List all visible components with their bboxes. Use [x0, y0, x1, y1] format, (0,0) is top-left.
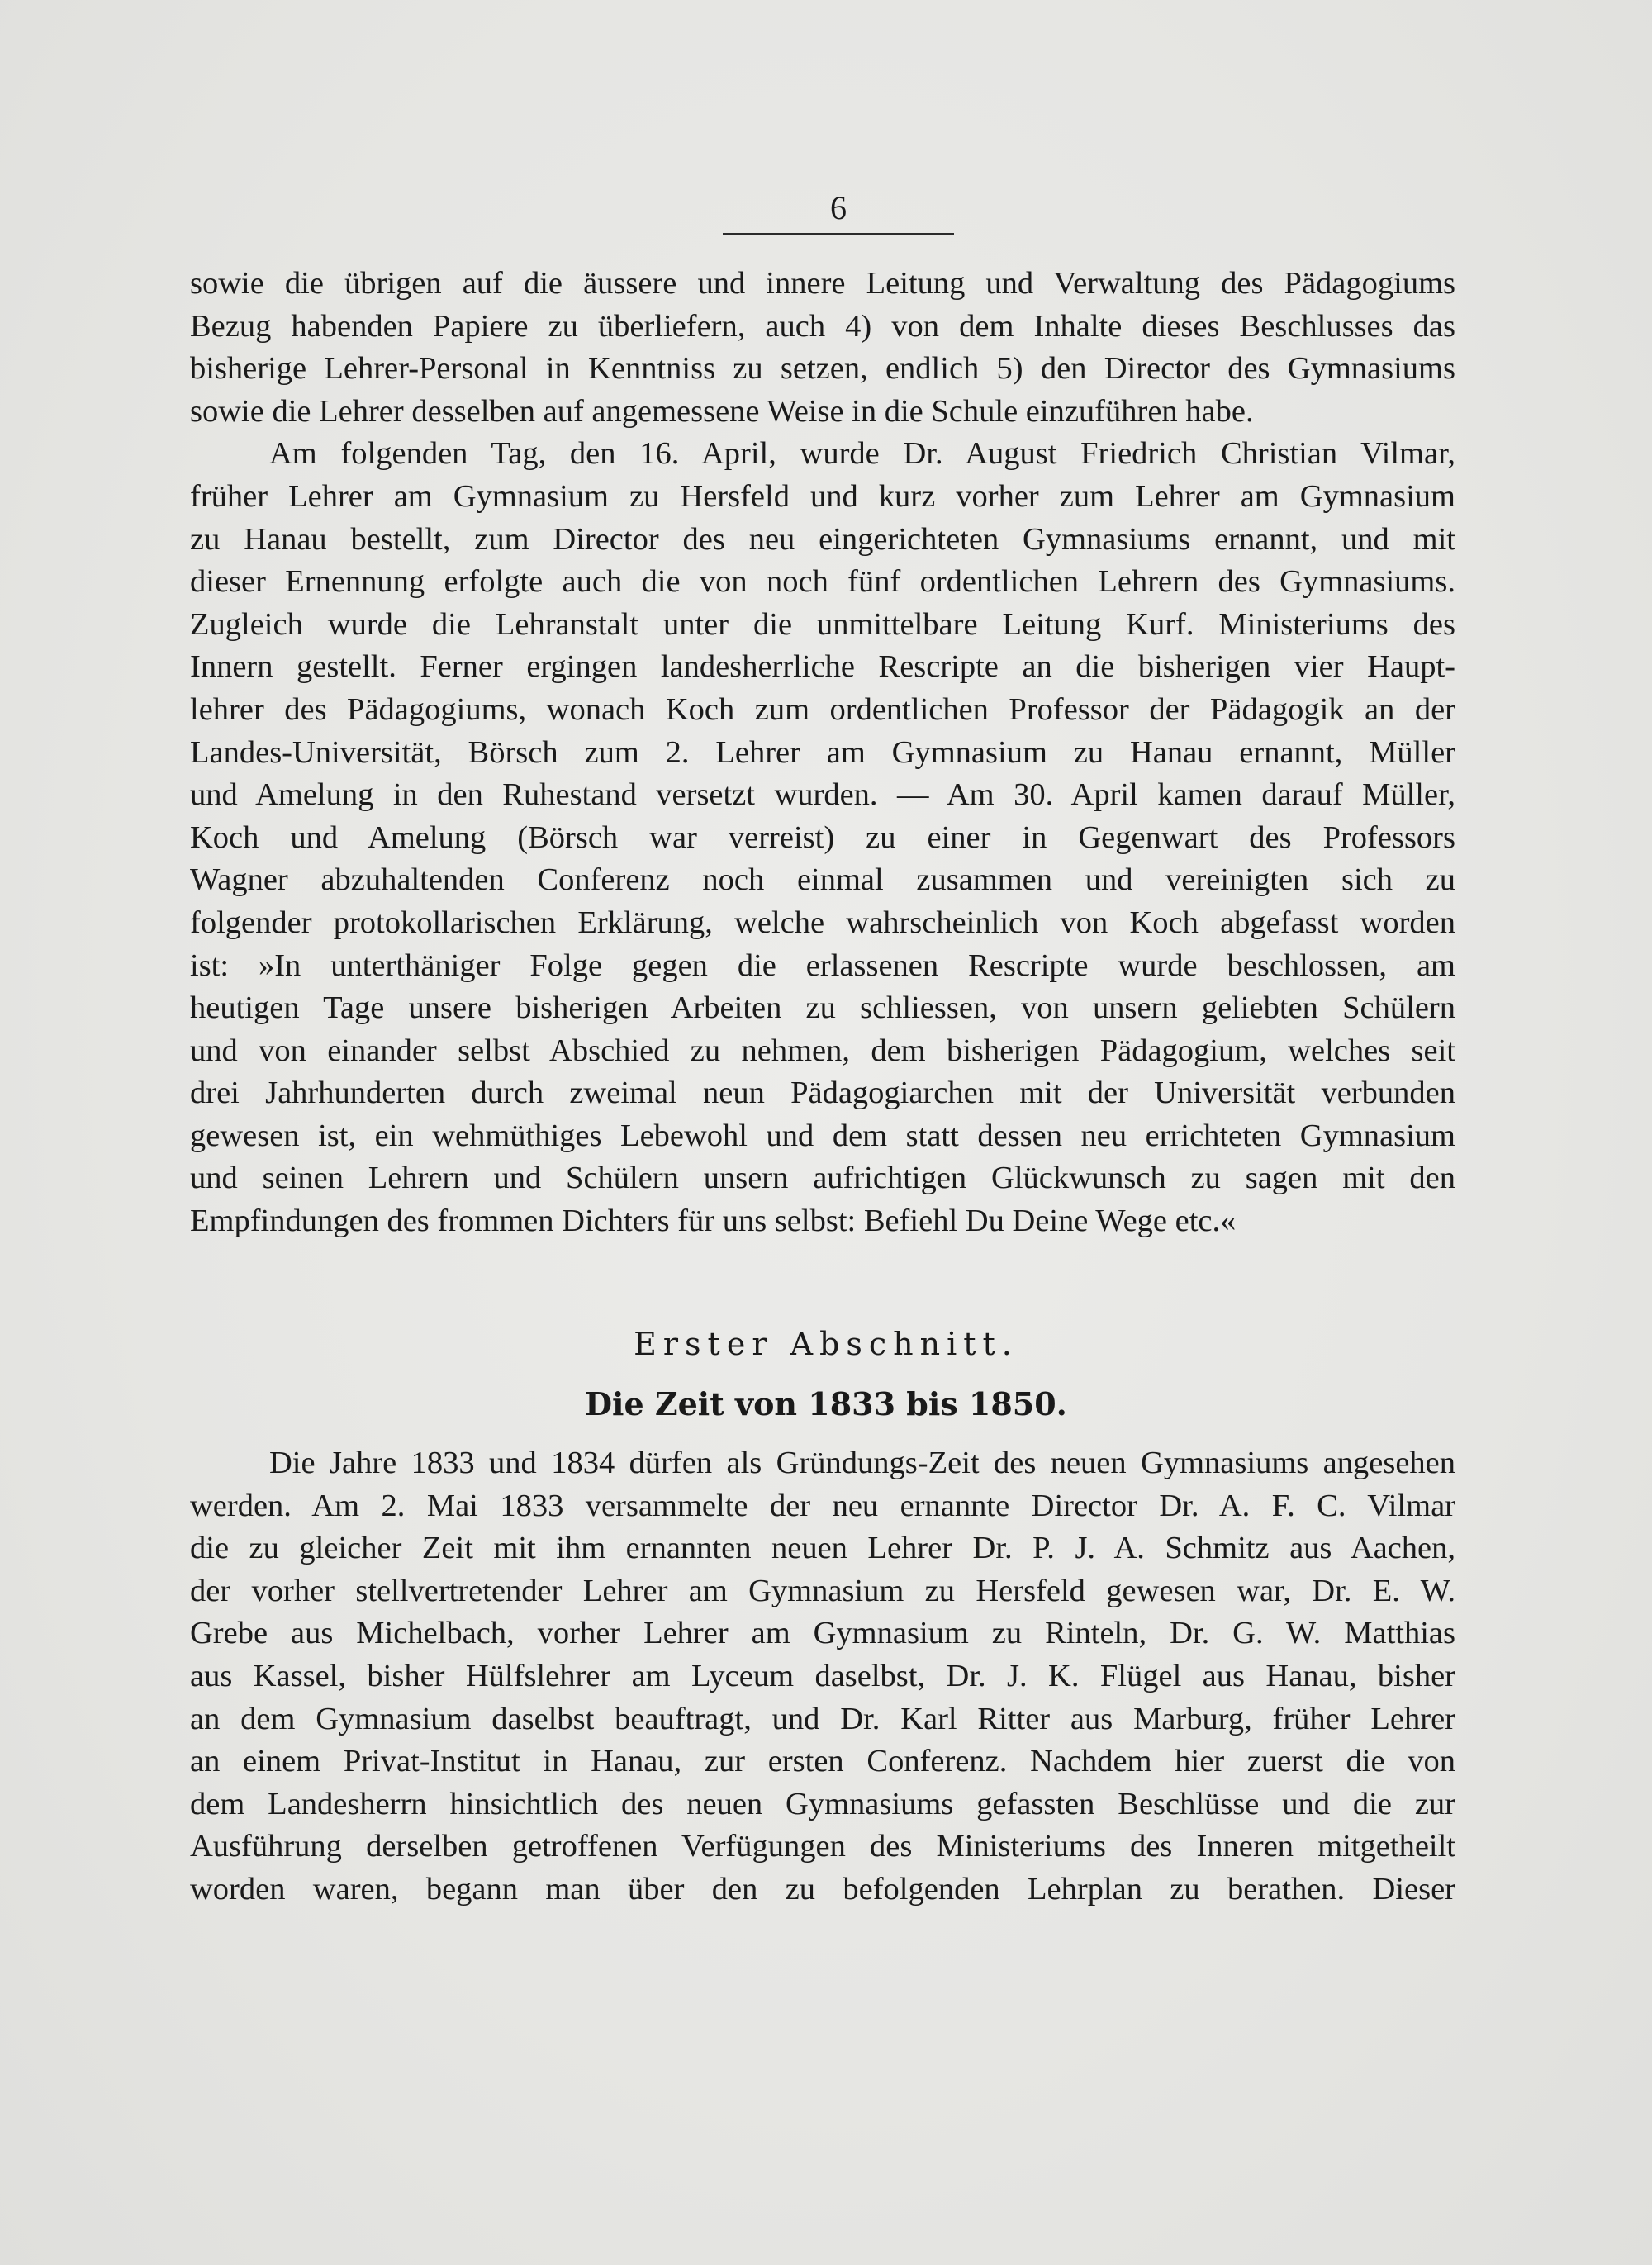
text-line: die zu gleicher Zeit mit ihm ernannten neuen Lehrer Dr. P. J. A. Schmitz aus Aachen,: [190, 1531, 1455, 1566]
text-line: worden waren, begann man über den zu befolgenden Lehrplan zu berathen. Dieser: [190, 1871, 1455, 1906]
text-line: der vorher stellvertretender Lehrer am Gymnasium zu Hersfeld gewesen war, Dr. E. W.: [190, 1573, 1455, 1608]
text-line: aus Kassel, bisher Hülfslehrer am Lyceum daselbst, Dr. J. K. Flügel aus Hanau, bisher: [190, 1658, 1455, 1693]
text-line: und Amelung in den Ruhestand versetzt wurden. — Am 30. April kamen darauf Müller,: [190, 777, 1455, 813]
text-line: Am folgenden Tag, den 16. April, wurde Dr. August Friedrich Christian Vilmar,: [269, 436, 1455, 472]
text-block-before: [190, 263, 1455, 1243]
text-line: an einem Privat-Institut in Hanau, zur ersten Conferenz. Nachdem hier zuerst die von: [190, 1744, 1455, 1779]
text-line: dem Landesherrn hinsichtlich des neuen Gymnasiums gefassten Beschlüsse und die zur: [190, 1786, 1455, 1821]
text-line: Ausführung derselben getroffenen Verfügungen des Ministeriums des Inneren mitgetheilt: [190, 1829, 1455, 1864]
text-line: Grebe aus Michelbach, vorher Lehrer am Gymnasium zu Rinteln, Dr. G. W. Matthias: [190, 1616, 1455, 1651]
text-line: lehrer des Pädagogiums, wonach Koch zum ordentlichen Professor der Pädagogik an der: [190, 691, 1455, 727]
text-line: gewesen ist, ein wehmüthiges Lebewohl und dem statt dessen neu errichteten Gymnasium: [190, 1118, 1455, 1153]
text-line: sowie die übrigen auf die äussere und innere Leitung und Verwaltung des Pädagogiums: [190, 266, 1455, 301]
text-line: Die Jahre 1833 und 1834 dürfen als Gründungs-Zeit des neuen Gymnasiums angesehen: [269, 1446, 1455, 1480]
page-number: 6: [830, 189, 847, 226]
section-subheading: Die Zeit von 1833 bis 1850.: [585, 1385, 1067, 1422]
text-line: Zugleich wurde die Lehranstalt unter die unmittelbare Leitung Kurf. Ministeriums des: [190, 606, 1455, 642]
text-line: heutigen Tage unsere bisherigen Arbeiten zu schliessen, von unsern geliebten Schülern: [190, 990, 1455, 1026]
text-line: Landes-Universität, Börsch zum 2. Lehrer am Gymnasium zu Hanau ernannt, Müller: [190, 734, 1455, 770]
section-heading: Erster Abschnitt.: [634, 1326, 1018, 1362]
text-line: sowie die Lehrer desselben auf angemessene Weise in die Schule einzuführen habe.: [190, 393, 1254, 429]
text-line: und seinen Lehrern und Schülern unsern aufrichtigen Glückwunsch zu sagen mit den: [190, 1161, 1455, 1196]
text-line: ist: »In unterthäniger Folge gegen die erlassenen Rescripte wurde beschlossen, am: [190, 947, 1455, 983]
text-line: dieser Ernennung erfolgte auch die von noch fünf ordentlichen Lehrern des Gymnasiums.: [190, 564, 1455, 600]
text-line: Wagner abzuhaltenden Conferenz noch einmal zusammen und vereinigten sich zu: [190, 862, 1455, 898]
text-line: Koch und Amelung (Börsch war verreist) zu einer in Gegenwart des Professors: [190, 819, 1455, 855]
text-line: früher Lehrer am Gymnasium zu Hersfeld und kurz vorher zum Lehrer am Gymnasium: [190, 478, 1455, 514]
header-rule: [723, 233, 954, 235]
text-line: an dem Gymnasium daselbst beauftragt, und Dr. Karl Ritter aus Marburg, früher Lehrer: [190, 1701, 1455, 1736]
text-line: Innern gestellt. Ferner ergingen landesherrliche Rescripte an die bisherigen vier Haupt-: [190, 649, 1455, 685]
text-line: drei Jahrhunderten durch zweimal neun Pädagogiarchen mit der Universität verbunden: [190, 1076, 1455, 1111]
text-line: folgender protokollarischen Erklärung, welche wahrscheinlich von Koch abgefasst worden: [190, 905, 1455, 940]
text-block-after: [190, 1442, 1455, 1911]
text-line: Empfindungen des frommen Dichters für uns selbst: Befiehl Du Deine Wege etc.«: [190, 1204, 1237, 1239]
text-line: zu Hanau bestellt, zum Director des neu eingerichteten Gymnasiums ernannt, und mit: [190, 521, 1455, 557]
text-line: Bezug habenden Papiere zu überliefern, auch 4) von dem Inhalte dieses Beschlusses das: [190, 308, 1455, 344]
text-line: werden. Am 2. Mai 1833 versammelte der neu ernannte Director Dr. A. F. C. Vilmar: [190, 1488, 1455, 1523]
text-line: und von einander selbst Abschied zu nehmen, dem bisherigen Pädagogium, welches seit: [190, 1033, 1455, 1068]
text-line: bisherige Lehrer-Personal in Kenntniss zu setzen, endlich 5) den Director des Gymnasiums: [190, 351, 1455, 387]
